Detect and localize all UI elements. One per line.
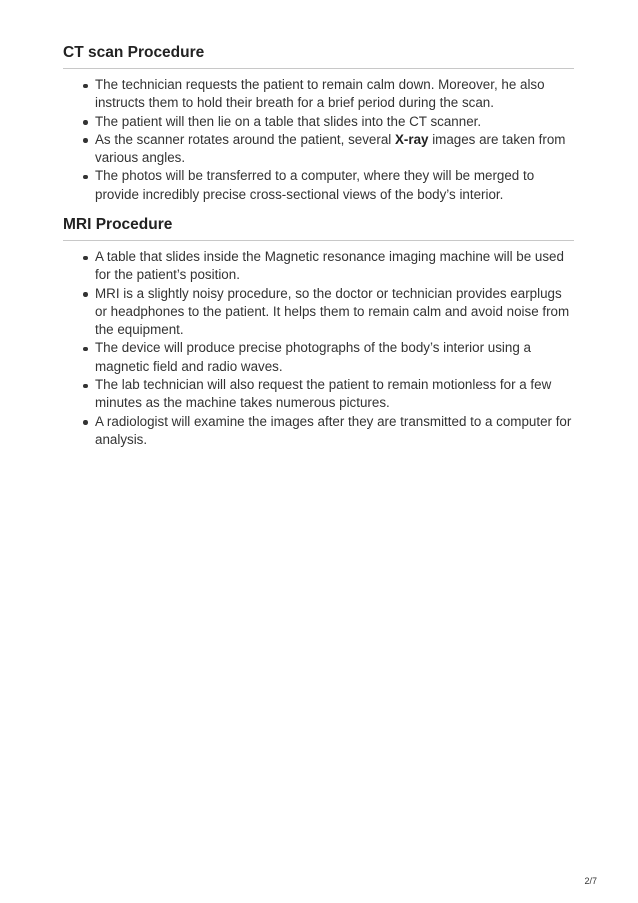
mri-list — [63, 248, 574, 449]
x-ray-term: X-ray — [394, 131, 429, 147]
bullet-icon — [83, 84, 88, 89]
ct-scan-list — [63, 76, 574, 204]
list-item-text: MRI is a slightly noisy procedure, so the doctor or technician provides earplugs or headphones to the patient. It helps them to remain calm and avoid noise from the equipment. — [95, 285, 570, 338]
bullet-icon — [83, 347, 88, 352]
list-item-text-after: images are taken from various angles. — [95, 131, 566, 166]
list-item-text: A table that slides inside the Magnetic resonance imaging machine will be used for the patient’s position. — [95, 249, 564, 283]
list-item — [63, 339, 574, 376]
bullet-icon — [83, 256, 88, 261]
list-item — [63, 285, 574, 340]
list-item — [63, 113, 574, 131]
page-number: 2/7 — [584, 876, 597, 886]
list-item — [63, 131, 574, 168]
bullet-icon — [83, 384, 88, 389]
bullet-icon — [83, 420, 88, 425]
list-item — [63, 76, 574, 113]
list-item-text: The lab technician will also request the patient to remain motionless for a few minutes as the machine takes numerous pictures. — [95, 377, 552, 411]
mri-heading: MRI Procedure — [63, 215, 574, 241]
bullet-icon — [83, 175, 88, 180]
mri-section — [63, 215, 574, 449]
list-item-text: The photos will be transferred to a computer, where they will be merged to provide incredibly precise cross-sectional views of the body’s interior. — [95, 168, 535, 202]
ct-scan-section — [63, 43, 574, 204]
list-item-text: The technician requests the patient to remain calm down. Moreover, he also instructs them to hold their breath for a brief period during the scan. — [95, 77, 545, 111]
list-item-text: The patient will then lie on a table that slides into the CT scanner. — [95, 113, 482, 129]
list-item-text-before: As the scanner rotates around the patient, several — [95, 131, 395, 147]
bullet-icon — [83, 138, 88, 143]
list-item — [63, 413, 574, 450]
list-item-text: A radiologist will examine the images after they are transmitted to a computer for analysis. — [95, 413, 572, 447]
ct-scan-heading: CT scan Procedure — [63, 43, 574, 69]
bullet-icon — [83, 292, 88, 297]
list-item — [63, 248, 574, 285]
list-item-text: The device will produce precise photographs of the body’s interior using a magnetic field and radio waves. — [95, 340, 531, 374]
bullet-icon — [83, 120, 88, 125]
list-item — [63, 167, 574, 204]
list-item — [63, 376, 574, 413]
